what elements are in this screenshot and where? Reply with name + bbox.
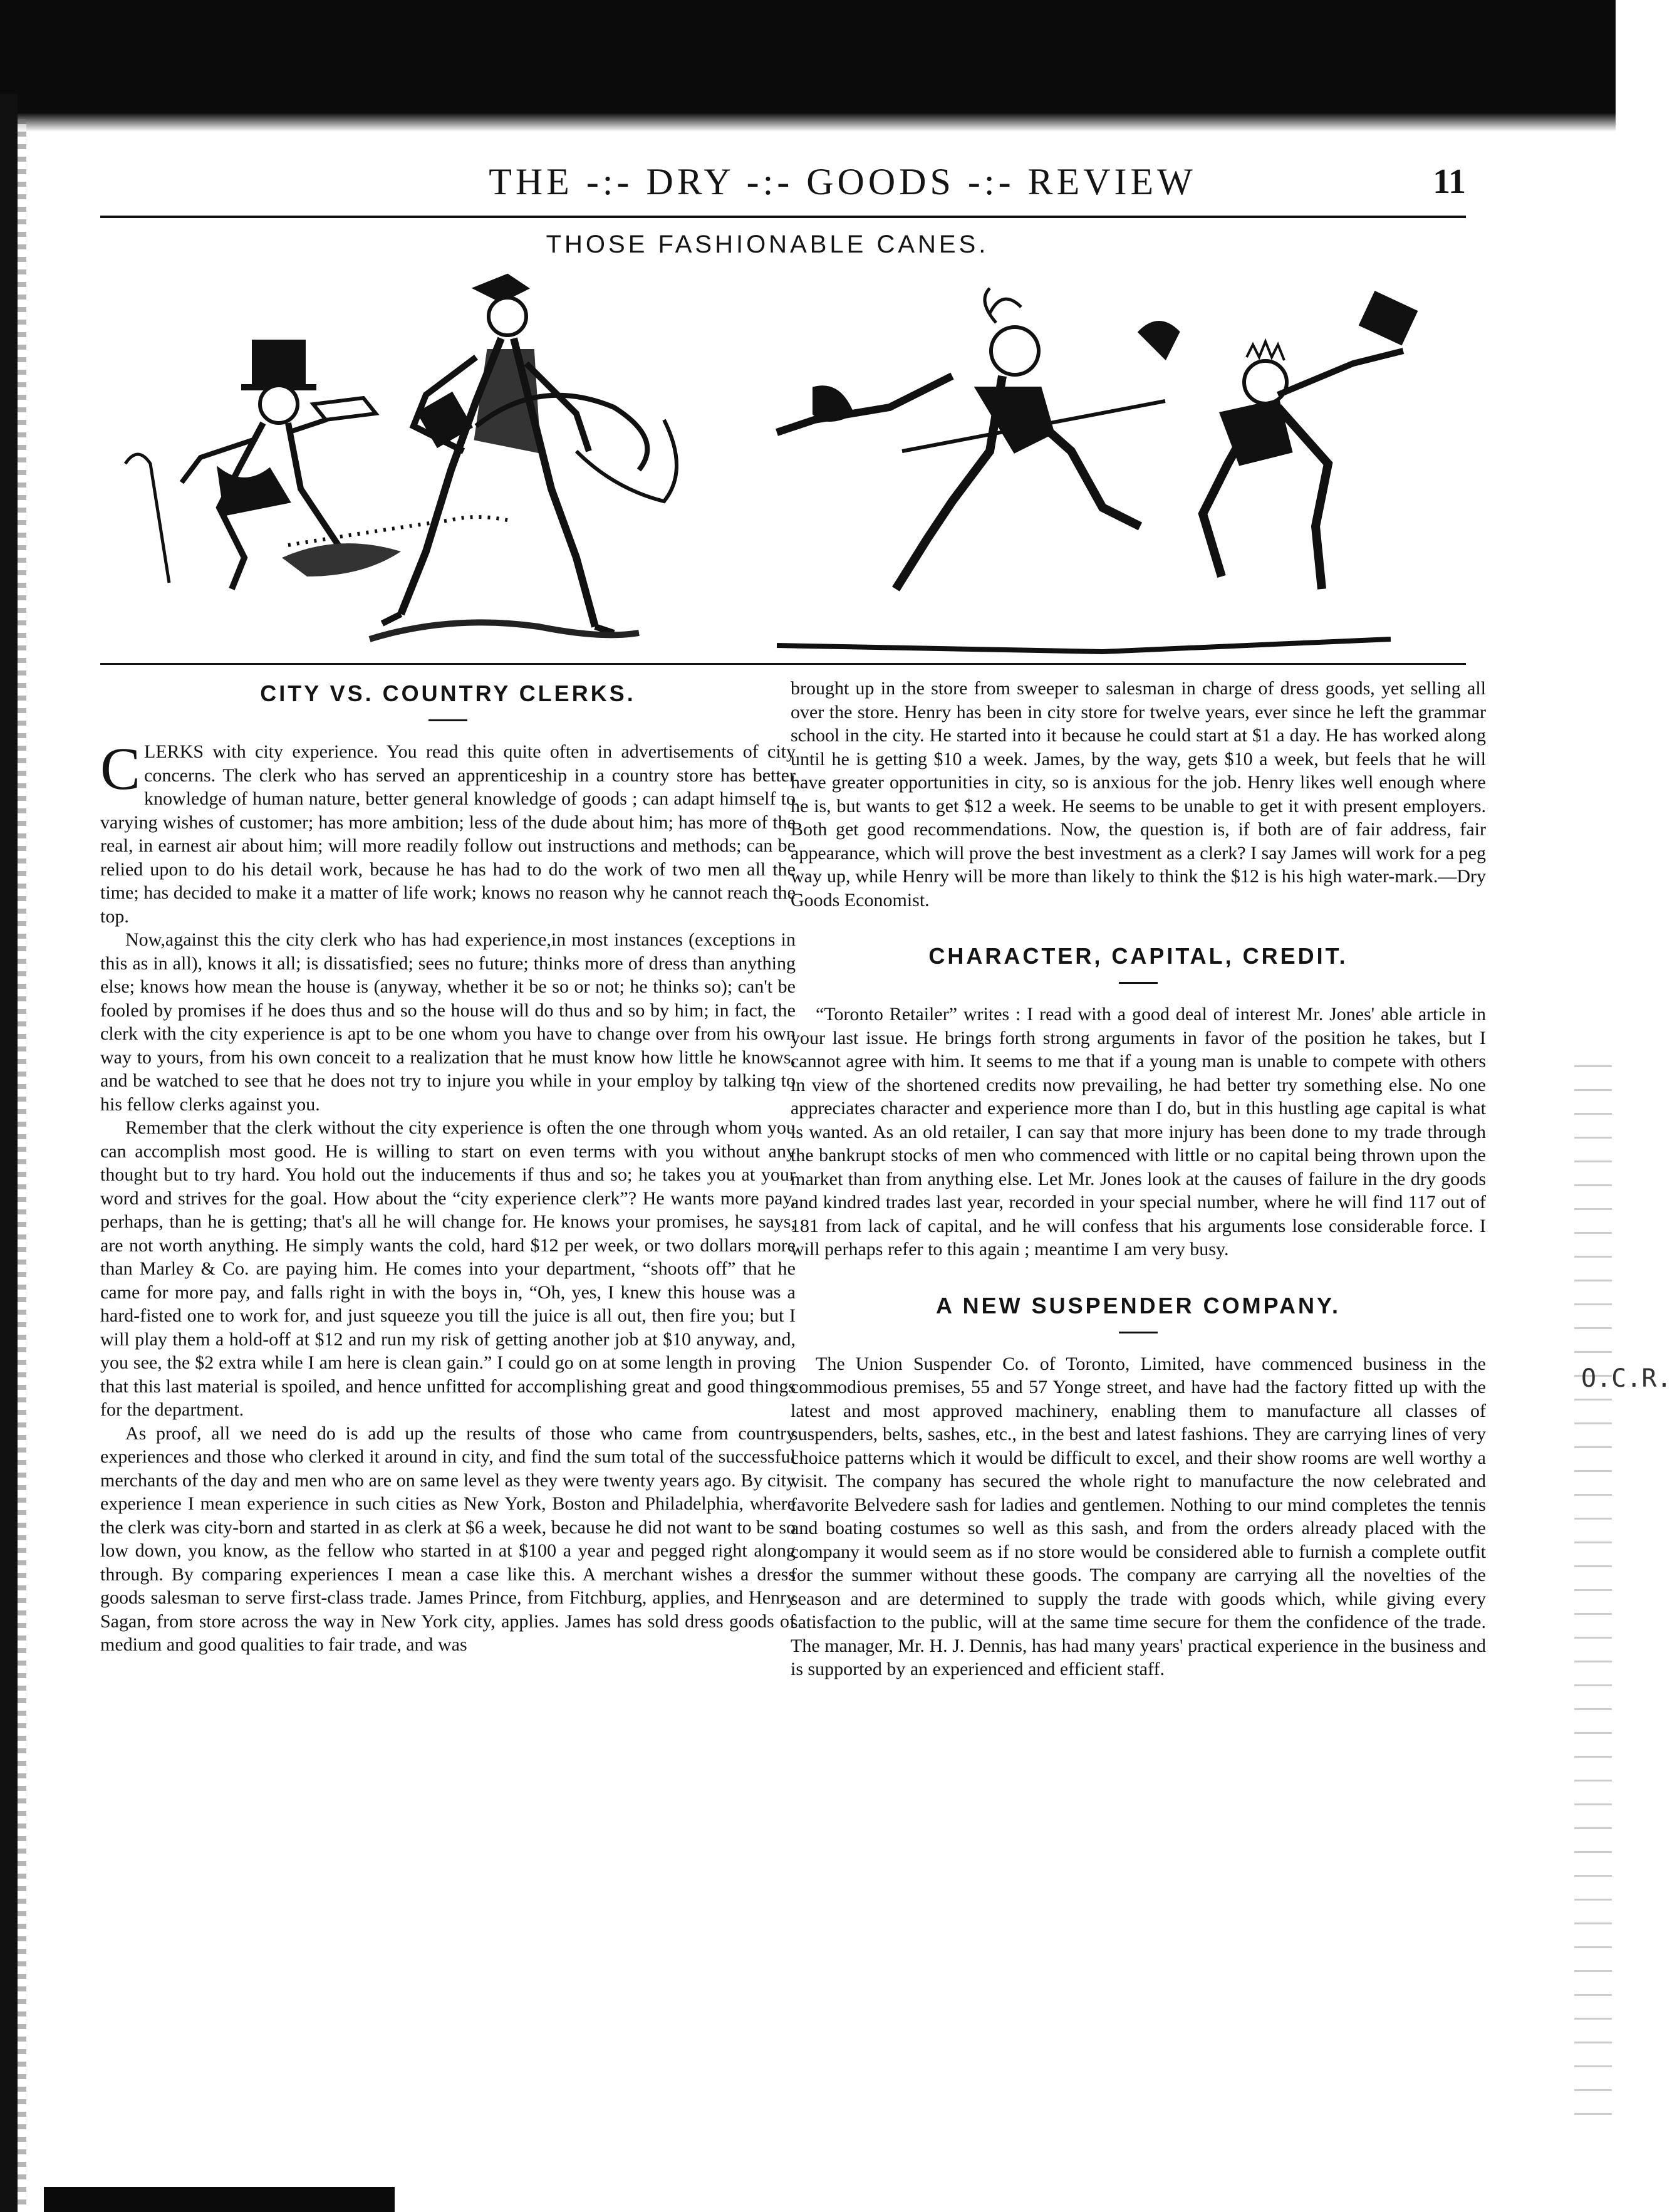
cartoon-right-ground-line xyxy=(777,639,1391,652)
scan-edge-left-shadow xyxy=(18,119,26,2212)
illustration-title: THOSE FASHIONABLE CANES. xyxy=(546,231,989,258)
title-dash xyxy=(1119,982,1158,984)
drop-cap: C xyxy=(100,735,141,802)
article-paragraph: “Toronto Retailer” writes : I read with a good deal of interest Mr. Jones' able article in your last issue. He brings forth strong arguments in favor of the position he takes, but I cannot agree with him. It seems to me that if a young man is unable to compete with others in view of the shortened credits now prevailing, he had better try something else. No one appreciates character and experience more than I do, but in this hustling age capital is what is wanted. As an old retailer, I can say that more injury has been done to my trade through the bankrupt stocks of men who commenced with little or no capital being thrown upon the market than from anything else. Let Mr. Jones look at the causes of failure in the dry goods and kindred trades last year, recorded in your special number, where he will find 117 out of 181 from lack of capital, and he will confess that his arguments lose considerable force. I will perhaps refer to this again ; meantime I am very busy. xyxy=(791,1004,1486,1260)
article-paragraph: Now,against this the city clerk who has had experience,in most instances (exceptions in this as in all), knows it all; is dissatisfied; sees no future; thinks more of dress than anything else; knows how mean the house is (anyway, whether it be so or not; he thinks so); can't be fooled by promises if he does thus and so the house will do thus and so by him; in fact, the clerk with the city experience is apt to be one whom you have to change over from his own way to yours, from his own conceit to a realization that he must know how little he knows, and be watched to see that he does not try to injure you while in your employ by talking to his fellow clerks against you. xyxy=(100,929,796,1115)
article-paragraph: The Union Suspender Co. of Toronto, Limited, have commenced business in the commodious premises, 55 and 57 Yonge street, and have had the factory fitted up with the latest and most approved machinery, enabling them to manufacture all classes of suspenders, belts, sashes, etc., in the best and latest fashions. They are carrying lines of very choice patterns which it would be difficult to excel, and their show rooms are well worthy a visit. The company has secured the whole right to manufacture the now celebrated and favorite Belvedere sash for ladies and gentlemen. Nothing to our mind completes the tennis and boating costumes so well as this sash, and from the orders already placed with the company it would seem as if no store would be considered able to furnish a complete outfit for the summer without these goods. The company are carrying all the novelties of the season and are determined to supply the trade with goods which, while giving every satisfaction to the public, will at the same time secure for them the confidence of the trade. The manager, Mr. H. J. Dennis, has had many years' practical experience in the business and is supported by an experienced and efficient staff. xyxy=(791,1353,1486,1679)
column-right xyxy=(791,677,1486,1681)
article-paragraph: As proof, all we need do is add up the results of those who came from country experiences and those who clerked it around in city, and find the sum total of the successful merchants of the day and men who are on same level as they were twenty years ago. By city experience I mean experience in such cities as New York, Boston and Philadelphia, where the clerk was city-born and started in as clerk at $6 a week, because he did not want to be so low down, you know, as the fellow who started in at $100 a year and pegged right along through. By comparing experiences I mean a case like this. A merchant wishes a dress goods salesman to serve first-class trade. James Prince, from Fitchburg, applies, and Henry Sagan, from store across the way in New York city, applies. James has sold dress goods of medium and good qualities to fair trade, and was xyxy=(100,1422,796,1655)
cartoon-colliding-men xyxy=(777,288,1415,589)
cartoon-flying-hat xyxy=(1140,323,1178,357)
article-title-city-clerks: CITY VS. COUNTRY CLERKS. xyxy=(260,681,636,706)
header-rule xyxy=(100,216,1466,218)
article-paragraph-continued: brought up in the store from sweeper to salesman in charge of dress goods, yet selling all over the store. Henry has been in city store for twelve years, ever since he left the grammar school in the city. He started into it because he could start at $1 a day. He has worked along until he is getting $10 a week. James, by the way, gets $10 a week, but feels that he will have greater opportunities in city, so is anxious for the job. Henry likes well enough where he is, but wants to get $12 a week. He seems to be unable to get it with present employers. Both get good recommendations. Now, the question is, if both are of fair address, fair appearance, which will prove the best investment as a clerk? I say James will work for a peg way up, while Henry will be more than likely to think the $12 is his high water-mark.—Dry Goods Economist. xyxy=(791,678,1486,910)
scan-edge-left xyxy=(0,94,18,2212)
article-title-character-capital-credit: CHARACTER, CAPITAL, CREDIT. xyxy=(928,943,1348,969)
title-dash xyxy=(428,719,467,721)
title-dash xyxy=(1119,1332,1158,1333)
page-number: 11 xyxy=(1433,162,1466,201)
article-paragraph: CLERKS with city experience. You read this quite often in advertisements of city concerns. The clerk who has served an apprenticeship in a country store has better knowledge of human nature, better general knowledge of goods ; can adapt himself to varying wishes of customer; has more ambition; less of the dude about him; has more of the real, in earnest air about him; will more readily follow out instructions and methods; can be relied upon to do his detail work, because he has had to do the work of two men all the time; has decided to make it a matter of life work; knows no reason why he cannot reach the top. xyxy=(100,735,796,927)
cartoon-striding-man xyxy=(382,276,677,633)
illustration-rule xyxy=(100,663,1466,665)
running-head: THE -:- DRY -:- GOODS -:- REVIEW xyxy=(489,161,1197,202)
cartoon-shadow xyxy=(282,543,401,576)
scan-edge-top xyxy=(0,0,1616,132)
margin-fragment: O.C.R. xyxy=(1581,1364,1672,1393)
article-paragraph: Remember that the clerk without the city experience is often the one through whom you can accomplish most good. He is willing to start on even terms with you without any thought but to try hard. You hold out the inducements if thus and so; he takes you at your word and strives for the goal. How about the “city experience clerk”? He wants more pay, perhaps, than he is getting; that's all he will change for. He knows your promises, he says, are not worth anything. He simply wants the cold, hard $12 per week, or two dollars more than Marley & Co. are paying him. He comes into your department, “shoots off” that he came for more pay, and falls right in with the boys in, “Oh, yes, I knew this house was a hard-fisted one to work for, and just squeeze you till the juice is all out, then fire you; but I will play them a hold-off at $12 and run my risk of getting another job at $10 anyway, and, you see, the $2 extra while I am here is clean gain.” I could go on at some length in proving that this last material is spoiled, and hence unfitted for accomplishing great and good things for the department. xyxy=(100,1117,796,1420)
cartoon-illustration xyxy=(100,263,1453,652)
article-title-new-suspender-company: A NEW SUSPENDER COMPANY. xyxy=(935,1292,1341,1318)
column-left xyxy=(100,677,796,1657)
scan-edge-bottom xyxy=(44,2187,395,2212)
